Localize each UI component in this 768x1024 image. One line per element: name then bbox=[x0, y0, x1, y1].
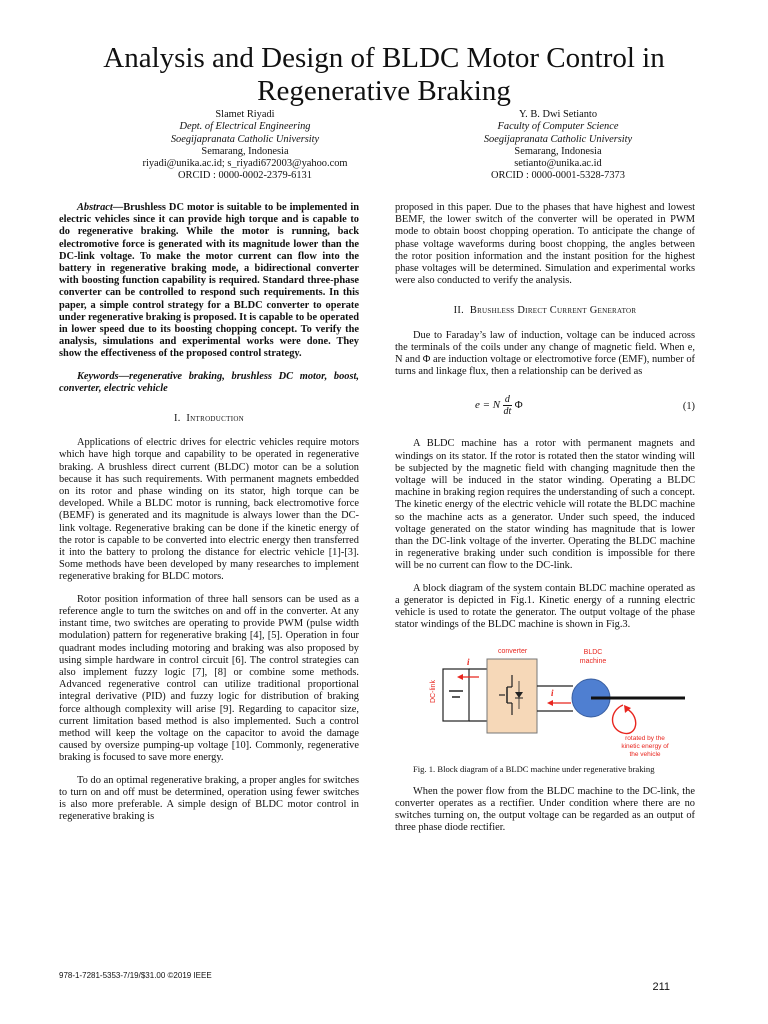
section-title: Brushless Direct Current Generator bbox=[469, 305, 637, 317]
continued-paragraph: proposed in this paper. Due to the phases that have highest and lowest BEMF, the lower switch of the converter will be operated in PWM mode to obtain boost chopping operation. To anticipate the change of phase voltage waveforms during boost chopping, the angles between the rotor position information and the instant position for the highest phase voltages will be determined. Simulation and experimental works were also conducted to verify the analysis. bbox=[395, 202, 695, 287]
intro-paragraph-3: To do an optimal regenerative braking, a proper angles for switches to turn on and off must be determined, operation using fewer switches is also more preferable. A simple design of BLDC motor control in regenerative braking is bbox=[59, 774, 359, 823]
section-heading-generator bbox=[395, 305, 695, 317]
copyright-footer: 978-1-7281-5353-7/19/$31.00 ©2019 IEEE bbox=[59, 971, 212, 980]
equation-number: (1) bbox=[682, 401, 695, 413]
block-diagram bbox=[395, 641, 695, 761]
section-number: I. bbox=[173, 413, 181, 425]
section-title: Introduction bbox=[186, 413, 245, 425]
author-university: Soegijapranata Catholic University bbox=[483, 133, 633, 145]
generator-paragraph-4: When the power flow from the BLDC machine to the DC-link, the converter operates as a rectifier. Under condition where there are no switches turning on, the output voltage can be regarded as an output of three phase diode rectifier. bbox=[395, 785, 695, 834]
author-orcid: ORCID : 0000-0001-5328-7373 bbox=[491, 170, 625, 182]
rotated-label-1: rotated by the bbox=[625, 735, 665, 743]
current-arrowhead-left bbox=[457, 674, 463, 680]
section-number: II. bbox=[453, 305, 465, 317]
equation-1 bbox=[395, 388, 695, 430]
current-label-right: i bbox=[551, 688, 554, 699]
rotation-arrow bbox=[613, 705, 636, 734]
keywords: Keywords—regenerative braking, brushless DC motor, boost, converter, electric vehicle bbox=[59, 370, 359, 394]
right-column bbox=[395, 202, 695, 845]
equation-lhs: e = N bbox=[475, 399, 501, 412]
author-block-1 bbox=[95, 109, 395, 183]
author-email: setianto@unika.ac.id bbox=[514, 158, 602, 170]
author-name: Y. B. Dwi Setianto bbox=[518, 109, 598, 120]
figure-1 bbox=[395, 641, 695, 761]
current-arrowhead-right bbox=[547, 700, 553, 706]
current-label-left: i bbox=[467, 657, 470, 668]
abstract bbox=[59, 202, 359, 361]
dc-link-label: DC-link bbox=[430, 680, 437, 704]
intro-paragraph-2: Rotor position information of three hall sensors can be used as a reference angle to turn the switches on and off in the converter. At any instant time, two switches are operating to provide PWM (pulse width modulation) pattern for regenerative braking [4], [5]. Operation in four quadrant modes including motoring and braking was also proposed by using simple hardware in control circuit [6]. The control strategies can also implement fuzzy logic [7], [8] or combine some methods. Advanced regenerative control can utilize traditional proportional integral derivative (PID) and fuzzy logic for distribution of braking force although complexity will arise [9]. Regarding to capacitor size, current limitation based method is also implemented. Such a control method will keep the voltage on the capacitor to avoid the damage caused by oversize pumping-up voltage [10]. Commonly, regenerative braking is focused to save more energy. bbox=[59, 593, 359, 764]
intro-paragraph-1: Applications of electric drives for electric vehicles require motors which have high torque and capability to be operated in regenerative braking. A brushless direct current (BLDC) motor can be a solution because it has such requirements. With permanent magnets embedded on its rotor and phase winding on its stator, high torque can be developed. While a BLDC motor is running, back electromotive force (BEMF) is generated and its magnitude is always lower than the DC-link voltage. Regenerative braking can be done if the kinetic energy of the rotor is capable to be converted into electric energy then transferred it into the battery to prolong the distance for electric vehicle [1]-[3]. Some methods have been developed by many researches to implement regenerative braking for BLDC motors. bbox=[59, 437, 359, 583]
author-block-2 bbox=[408, 109, 708, 183]
equation-fraction bbox=[503, 394, 512, 417]
machine-label-line2: machine bbox=[579, 658, 607, 666]
author-city: Semarang, Indonesia bbox=[201, 145, 289, 157]
page-number: 211 bbox=[652, 981, 670, 993]
machine-label-line1: BLDC bbox=[583, 649, 603, 657]
rotated-label-2: kinetic energy of bbox=[621, 743, 669, 751]
fraction-denominator: dt bbox=[503, 406, 512, 418]
left-column bbox=[59, 202, 359, 833]
author-dept: Faculty of Computer Science bbox=[497, 121, 619, 133]
paper-title: Analysis and Design of BLDC Motor Control in Regenerative Braking bbox=[103, 42, 665, 107]
author-city: Semarang, Indonesia bbox=[514, 145, 602, 157]
converter-box bbox=[487, 659, 537, 733]
equation-rhs: Φ bbox=[514, 399, 523, 412]
generator-paragraph-2: A BLDC machine has a rotor with permanent magnets and windings on its stator. If the rotor is rotated then the stator winding will be subjected by the magnetic field with changing magnitude then the voltage will be induced in the stator winding. Operating a BLDC machine in braking region requires the understanding of such a concept. The kinetic energy of the electric vehicle will rotate the BLDC machine so the machine acts as a generator. Under such speed, the induced voltage generated on the stator winding has magnitude that is lower than the DC-link voltage of the inverter. Operating the BLDC machine in regenerative braking under such condition is impossible for there will be no current can flow to the DC-link. bbox=[395, 438, 695, 572]
author-dept: Dept. of Electrical Engineering bbox=[179, 121, 311, 133]
author-name: Slamet Riyadi bbox=[215, 109, 275, 120]
abstract-text: —Brushless DC motor is suitable to be implemented in electric vehicles since it can provide high torque and is capable to do regenerative braking. While the motor is running, back electromotive force is generated with its magnitude lower than the DC-link voltage. To make the motor current can flow into the battery in regenerative braking mode, a bidirectional converter with boosting function capability is required. Standard three-phase converter can be controlled to respond such requirements. In this paper, a simple control strategy for a BLDC converter to operate under regenerative braking is proposed. It is capable to be operated in lower speed due to its boosting chopping concept. To verify the analysis, simulations and experimental works were done. They show the effectiveness of the proposed control strategy. bbox=[59, 202, 359, 360]
figure-caption: Fig. 1. Block diagram of a BLDC machine under regenerative braking bbox=[413, 764, 655, 775]
generator-paragraph-1: Due to Faraday’s law of induction, voltage can be induced across the terminals of the coils under any change of magnetic field. When e, N and Φ are induction voltage or electromotive force (EMF), number of turns and linkage flux, then a relationship can be derived as bbox=[395, 329, 695, 378]
author-orcid: ORCID : 0000-0002-2379-6131 bbox=[178, 170, 312, 182]
equation-expression bbox=[475, 394, 523, 417]
abstract-lead: Abstract bbox=[77, 202, 113, 213]
rotated-label-3: the vehicle bbox=[629, 751, 661, 759]
converter-label: converter bbox=[498, 648, 528, 656]
section-heading-introduction bbox=[59, 413, 359, 425]
generator-paragraph-3: A block diagram of the system contain BLDC machine operated as a generator is depicted in Fig.1. Kinetic energy of a running electric vehicle is used to rotate the generator. The output voltage of the phase stator windings of the BLDC machine is shown in Fig.3. bbox=[395, 582, 695, 631]
author-email: riyadi@unika.ac.id; s_riyadi672003@yahoo.com bbox=[142, 158, 348, 170]
author-university: Soegijapranata Catholic University bbox=[170, 133, 320, 145]
fraction-numerator: d bbox=[504, 394, 510, 406]
